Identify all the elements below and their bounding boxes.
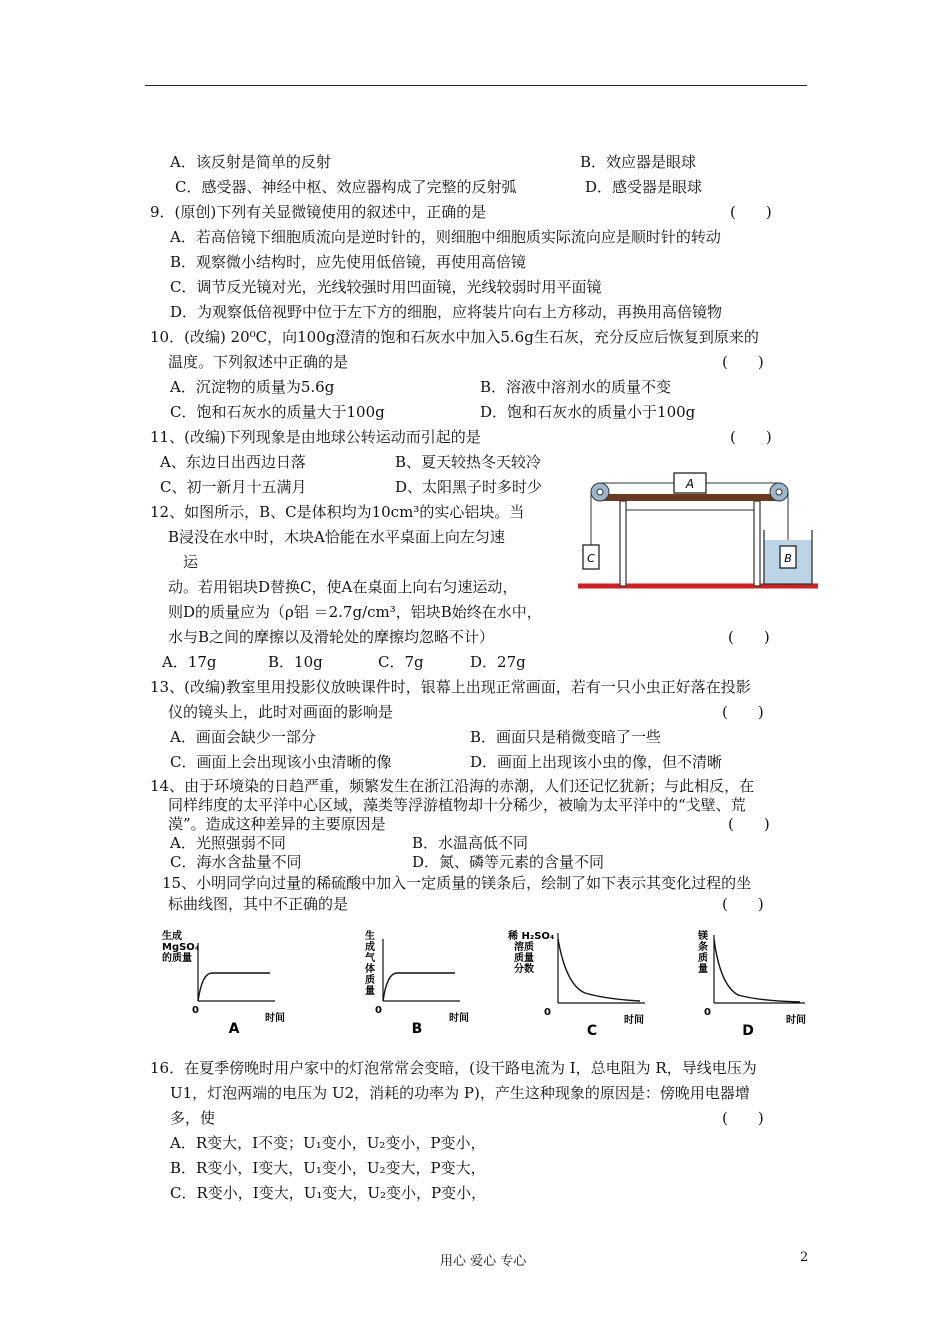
q11-option-a: A、东边日出西边日落 [160,453,306,471]
svg-text:条: 条 [698,942,708,953]
svg-text:量: 量 [698,964,708,975]
q14-stem-line3: 漠”。造成这种差异的主要原因是 [168,815,386,833]
q10-stem-line2: 温度。下列叙述中正确的是 [168,353,349,371]
q9-option-b: B．观察微小结构时，应先使用低倍镜，再使用高倍镜 [170,253,527,271]
table-leg-left [620,501,626,586]
q12-stem-line1: 12、如图所示，B、C是体积均为10cm³的实心铝块。当 [150,503,525,521]
table-top [603,494,779,501]
block-a-label: A [685,477,695,491]
q10-option-d: D．饱和石灰水的质量小于100g [480,403,696,421]
q12-option-a: A．17g [162,653,217,671]
svg-text:镁: 镁 [698,931,708,942]
graph-a-ylabel-1: 生成 [162,931,182,942]
svg-text:0: 0 [704,1007,711,1018]
graph-a-ylabel-3: 的质量 [162,953,192,964]
svg-text:质: 质 [698,953,708,964]
q16-answer-paren: ( ) [722,1109,764,1127]
q13-answer-paren: ( ) [722,703,764,721]
q16-stem-line1: 16．在夏季傍晚时用户家中的灯泡常常会变暗，(设干路电流为 I，总电阻为 R，导线电压为 [150,1059,757,1077]
svg-text:生: 生 [365,931,375,942]
q14-stem-line1: 14、由于环境染的日趋严重，频繁发生在浙江沿海的赤潮，人们还记忆犹新；与此相反，在 [150,777,755,795]
q12-option-b: B．10g [268,653,323,671]
q11-answer-paren: ( ) [730,428,772,446]
q9-stem: 9．(原创)下列有关显微镜使用的叙述中，正确的是 [150,203,487,221]
q9-option-d: D．为观察低倍视野中位于左下方的细胞，应将装片向右上方移动，再换用高倍镜物 [170,303,723,321]
svg-text:质: 质 [365,975,375,986]
q8-option-d: D．感受器是眼球 [585,178,703,196]
svg-text:时间: 时间 [786,1015,806,1026]
q16-option-b: B．R变小，I变大，U₁变小，U₂变大，P变大， [170,1159,486,1177]
q10-option-b: B．溶液中溶剂水的质量不变 [480,378,672,396]
q12-stem-line6: 水与B之间的摩擦以及滑轮处的摩擦均忽略不计） [168,628,495,646]
q8-option-c: C．感受器、神经中枢、效应器构成了完整的反射弧 [175,178,517,196]
q8-option-b: B．效应器是眼球 [580,153,697,171]
q14-option-c: C．海水含盐量不同 [170,853,302,871]
q15-answer-paren: ( ) [722,895,764,913]
svg-text:时间: 时间 [449,1013,469,1024]
svg-text:0: 0 [544,1007,551,1018]
q14-answer-paren: ( ) [728,815,770,833]
q11-option-d: D、太阳黑子时多时少 [395,478,543,496]
q15-stem-line2: 标曲线图，其中不正确的是 [168,895,349,913]
q9-answer-paren: ( ) [730,203,772,221]
graph-d-curve [714,939,800,1002]
q13-stem-line1: 13、(改编)教室里用投影仪放映课件时，银幕上出现正常画面，若有一只小虫正好落在投影 [150,678,751,696]
svg-text:溶质: 溶质 [514,942,534,953]
svg-text:D: D [742,1023,754,1039]
svg-text:0: 0 [192,1005,199,1016]
q16-stem-line2: U1，灯泡两端的电压为 U2，消耗的功率为 P)，产生这种现象的原因是：傍晚用电器增 [170,1084,750,1102]
q13-option-a: A．画面会缺少一部分 [170,728,316,746]
svg-text:量: 量 [365,986,375,997]
q12-option-c: C．7g [378,653,424,671]
table-leg-right [754,501,760,586]
graph-c-curve [558,939,640,1001]
q13-option-d: D．画面上出现该小虫的像，但不清晰 [470,753,723,771]
svg-text:质量: 质量 [514,953,534,964]
svg-text:0: 0 [375,1005,382,1016]
svg-text:C: C [586,1023,598,1039]
svg-text:时间: 时间 [624,1015,644,1026]
q10-option-c: C．饱和石灰水的质量大于100g [170,403,385,421]
q10-stem-line1: 10．(改编) 20⁰C，向100g澄清的饱和石灰水中加入5.6g生石灰，充分反应后恢复到原来的 [150,328,759,346]
graph-a-ylabel-2: MgSO₄ [162,942,200,953]
q15-graph-c [500,925,660,1040]
q16-stem-line3: 多，使 [170,1109,216,1127]
q16-option-c: C．R变小，I变大，U₁变大，U₂变小，P变小， [170,1184,487,1202]
graph-a-letter: A [228,1021,240,1037]
graph-b-curve [383,973,455,1001]
q12-pulley-figure [578,468,818,592]
svg-text:成: 成 [365,942,375,953]
q16-option-a: A．R变大，I不变；U₁变小，U₂变小，P变小， [170,1134,486,1152]
q15-graph-b [355,925,475,1040]
q12-stem-line5: 则D的质量应为（ρ铝 ＝2.7g/cm³，铝块B始终在水中， [168,603,542,621]
header-rule [145,85,807,86]
q15-graph-d [690,925,815,1040]
q10-answer-paren: ( ) [722,353,764,371]
q14-stem-line2: 同样纬度的太平洋中心区域，藻类等浮游植物却十分稀少，被喻为太平洋中的“戈壁、荒 [168,796,746,814]
q12-answer-paren: ( ) [728,628,770,646]
q9-option-a: A．若高倍镜下细胞质流向是逆时针的，则细胞中细胞质实际流向应是顺时针的转动 [170,228,721,246]
q13-option-b: B．画面只是稍微变暗了一些 [470,728,662,746]
q15-stem-line1: 15、小明同学向过量的稀硫酸中加入一定质量的镁条后，绘制了如下表示其变化过程的坐 [162,874,752,892]
q15-graph-a [160,925,285,1040]
q11-stem: 11、(改编)下列现象是由地球公转运动而引起的是 [150,428,481,446]
svg-text:B: B [411,1021,423,1037]
q12-stem-line3: 运 [183,553,199,571]
q11-option-b: B、夏天较热冬天较冷 [395,453,542,471]
footer-motto: 用心 爱心 专心 [440,1254,527,1269]
svg-text:体: 体 [365,964,375,975]
q8-option-a: A．该反射是简单的反射 [170,153,331,171]
svg-text:稀 H₂SO₄: 稀 H₂SO₄ [508,931,555,942]
q12-stem-line2: B浸没在水中时，木块A恰能在水平桌面上向左匀速 [168,528,505,546]
q10-option-a: A．沉淀物的质量为5.6g [170,378,335,396]
svg-text:分数: 分数 [514,964,534,975]
q13-stem-line2: 仪的镜头上，此时对画面的影响是 [168,703,394,721]
q9-option-c: C．调节反光镜对光，光线较强时用凹面镜，光线较弱时用平面镜 [170,278,602,296]
q11-option-c: C、初一新月十五满月 [160,478,307,496]
svg-text:气: 气 [365,953,375,964]
block-c-label: C [587,552,595,565]
page-number: 2 [800,1250,809,1265]
q12-option-d: D．27g [470,653,526,671]
block-b-label: B [784,552,792,565]
q14-option-a: A．光照强弱不同 [170,834,286,852]
graph-a-curve [198,973,270,1001]
q14-option-d: D．氮、磷等元素的含量不同 [412,853,605,871]
q12-stem-line4: 动。若用铝块D替换C，使A在桌面上向右匀速运动， [168,578,518,596]
graph-a-xlabel: 时间 [265,1013,285,1024]
q14-option-b: B．水温高低不同 [412,834,529,852]
q13-option-c: C．画面上会出现该小虫清晰的像 [170,753,392,771]
